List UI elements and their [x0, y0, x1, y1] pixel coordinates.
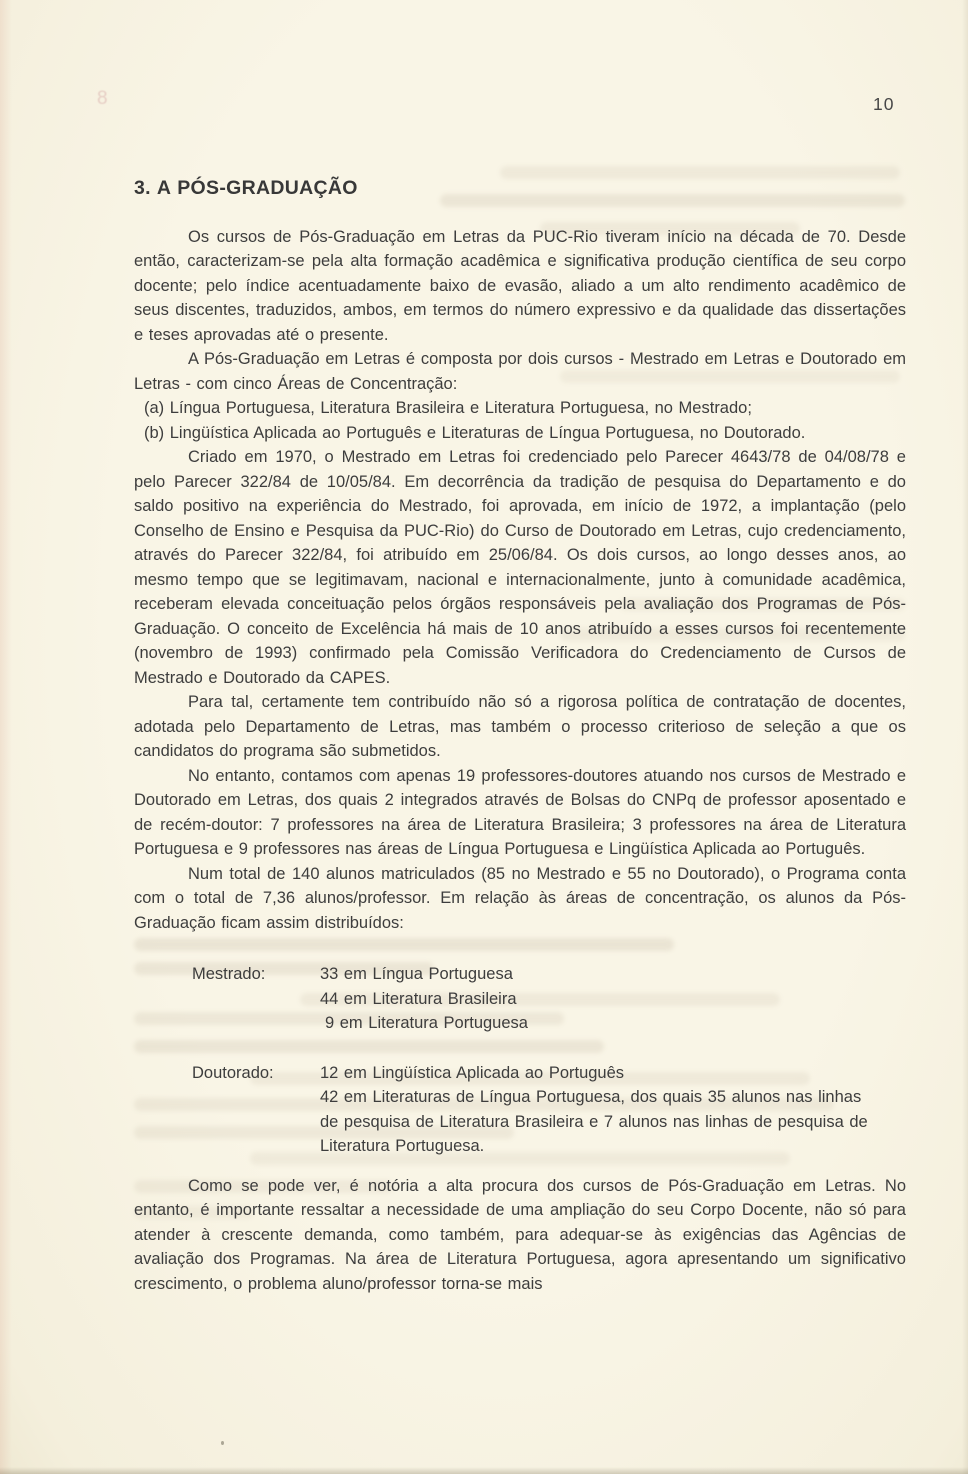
paragraph-intro: Os cursos de Pós-Graduação em Letras da PUC-Rio tiveram início na década de 70. Desde então, caracterizam-se pela alta formação acadêmica e significativa produção científica de seu corpo docente; pelo índice acentuadamente baixo de evasão, aliado a um alto rendimento acadêmico de seus discentes, traduzidos, ambos, em termos do número expressivo e da qualidade das dissertações e teses aprovadas até o presente. — [134, 227, 906, 344]
page-edge-left-shadow — [0, 0, 12, 1474]
section-heading: 3. A PÓS-GRADUAÇÃO — [134, 177, 358, 199]
page-edge-bottom-shadow — [0, 1467, 968, 1474]
distribution-row-mestrado — [192, 962, 906, 1036]
bleedthrough-page-number: 8 — [97, 88, 108, 109]
mestrado-item: 9 em Literatura Portuguesa — [325, 1014, 528, 1032]
doutorado-item: 12 em Lingüística Aplicada ao Português — [320, 1063, 625, 1082]
mestrado-items — [320, 962, 876, 1036]
distribution-table — [192, 962, 906, 1159]
mestrado-item: 33 em Língua Portuguesa — [320, 965, 513, 983]
paragraph-composition: A Pós-Graduação em Letras é composta por dois cursos - Mestrado em Letras e Doutorado em Letras - com cinco Áreas de Concentração: — [134, 350, 906, 393]
doutorado-label: Doutorado: — [192, 1063, 274, 1082]
concentration-item-a: (a) Língua Portuguesa, Literatura Brasileira e Literatura Portuguesa, no Mestrado; — [144, 399, 752, 417]
page-number: 10 — [873, 94, 895, 114]
mestrado-item: 44 em Literatura Brasileira — [320, 989, 517, 1008]
paragraph-professors: No entanto, contamos com apenas 19 professores-doutores atuando nos cursos de Mestrado e Doutorado em Letras, dos quais 2 integrados através de Bolsas do CNPq de professor aposentado e de recém-doutor: 7 professores na área de Literatura Brasileira; 3 professores na área de Literatura Portuguesa e 9 professores nas áreas de Língua Portuguesa e Lingüística Aplicada ao Português. — [134, 766, 906, 858]
ink-speck — [221, 1441, 224, 1445]
doutorado-item: 42 em Literaturas de Língua Portuguesa, dos quais 35 alunos nas linhas de pesquisa de Literatura Brasileira e 7 alunos nas linhas de pesquisa de Literatura Portuguesa. — [320, 1088, 868, 1155]
page-content — [134, 176, 906, 1296]
doutorado-items — [320, 1061, 876, 1159]
paragraph-history: Criado em 1970, o Mestrado em Letras foi credenciado pelo Parecer 4643/78 de 04/08/78 e pelo Parecer 322/84 de 10/05/84. Em decorrência da tradição de pesquisa do Departamento e do saldo positivo na experiência do Mestrado, foi aprovada, em início de 1972, a implantação (pelo Conselho de Ensino e Pesquisa da PUC-Rio) do Curso de Doutorado em Letras, cujo credenciamento, através do Parecer 322/84, foi atribuído em 25/06/84. Os dois cursos, ao longo desses anos, ao mesmo tempo que se legitimavam, nacional e internacionalmente, junto à comunidade acadêmica, receberam elevada conceituação pelos órgãos responsáveis pela avaliação dos Programas de Pós-Graduação. O conceito de Excelência há mais de 10 anos atribuído a esses cursos foi recentemente (novembro de 1993) confirmado pela Comissão Verificadora do Credenciamento de Cursos de Mestrado e Doutorado da CAPES. — [134, 448, 906, 687]
mestrado-label: Mestrado: — [192, 965, 266, 983]
paragraph-students: Num total de 140 alunos matriculados (85 no Mestrado e 55 no Doutorado), o Programa conta com o total de 7,36 alunos/professor. Em relação às áreas de concentração, os alunos da Pós-Graduação ficam assim distribuídos: — [134, 864, 906, 932]
paragraph-closing: Como se pode ver, é notória a alta procura dos cursos de Pós-Graduação em Letras. No entanto, é importante ressaltar a necessidade de uma ampliação do seu Corpo Docente, não só para atender à crescente demanda, como também, para adequar-se às exigências das Agências de avaliação dos Programas. Na área de Literatura Portuguesa, agora apresentando um significativo crescimento, o problema aluno/professor torna-se mais — [134, 1176, 906, 1293]
page-edge-right-shadow — [962, 0, 968, 1474]
concentration-item-b: (b) Lingüística Aplicada ao Português e Literaturas de Língua Portuguesa, no Doutorado. — [144, 423, 806, 442]
distribution-row-doutorado — [192, 1061, 906, 1159]
paragraph-selection: Para tal, certamente tem contribuído não só a rigorosa política de contratação de docentes, adotada pelo Departamento de Letras, mas também o processo criterioso de seleção a que os candidatos do programa são submetidos. — [134, 693, 906, 760]
